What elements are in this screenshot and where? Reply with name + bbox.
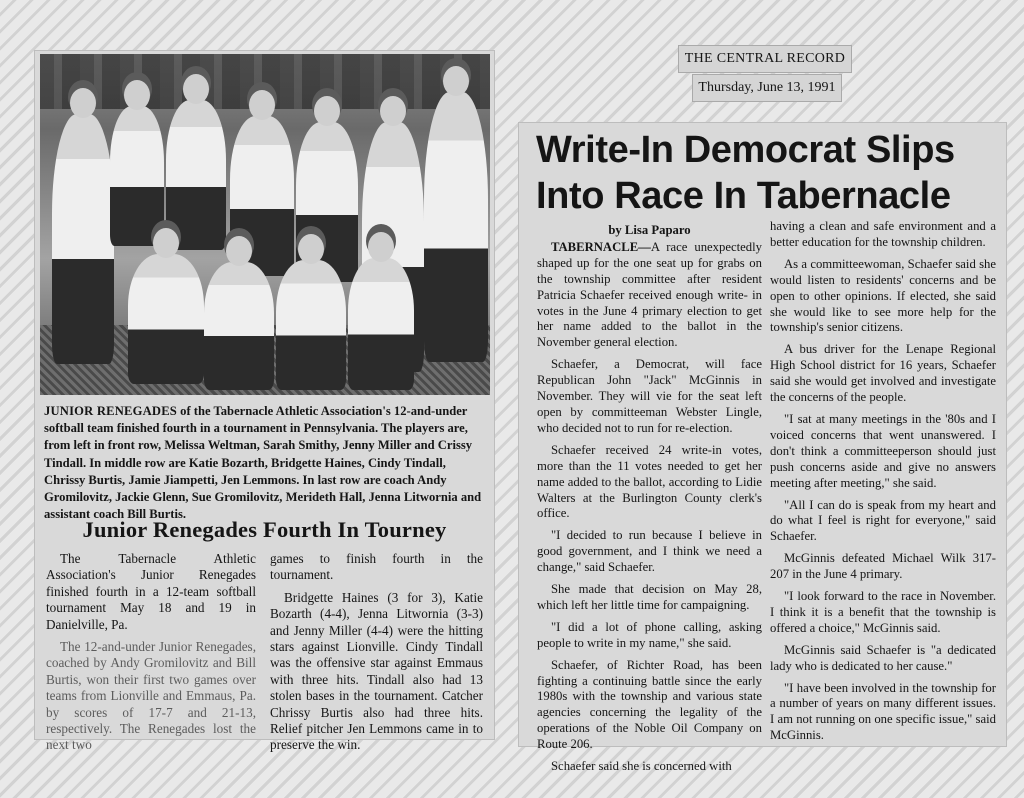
paragraph: Schaefer received 24 write-in votes, more than the 11 votes needed to get her name added to the ballot, according to Lidie Walters at the Burlington County clerk's office. [537,442,762,521]
player-figure [52,114,114,364]
paragraph: "I did a lot of phone calling, asking people to write in my name," she said. [537,619,762,650]
paragraph [537,240,762,351]
paragraph: Schaefer said she is concerned with [551,759,732,774]
player-figure [204,262,274,390]
player-figure [424,92,488,362]
paragraph: A bus driver for the Lenape Regional High School district for 16 years, Schaefer said she would get involved and investigate the concerns of the people. [770,342,996,405]
dateline: TABERNACLE— [551,239,651,254]
player-figure [348,258,414,390]
paragraph: games to finish fourth in the tournament. [270,551,483,583]
softball-column-2 [270,551,483,760]
paragraph: As a committeewoman, Schaefer said she would listen to residents' concerns and be open to other opinions. If elected, she said she would like to see more help for the township's senior citizens. [770,256,996,335]
player-figure [110,106,164,246]
paragraph: "I have been involved in the township for a number of years on many different issues. I am not running on one specific issue," said McGinnis. [770,680,996,743]
paragraph: "All I can do is speak from my heart and do what I feel is right for everyone," said Schaefer. [770,497,996,544]
paragraph: having a clean and safe environment and a better education for the township children. [770,219,996,249]
paragraph-text: A race unexpectedly shaped up for the one seat up for grabs on the township committee after resident Patricia Schaefer received enough write- in votes in the June 4 primary election to get her name added to the ballot in the November general election. [537,239,762,350]
paragraph: Schaefer, of Richter Road, has been fighting a continuing battle since the early 1980s with the township and various state agencies concerning the legality of the operations of the Noble Oil Company on Route 206. [537,657,762,752]
paragraph: Schaefer, a Democrat, will face Republican John "Jack" McGinnis in November. They will vie for the seat left open by committeeman Webster Lingle, who decided not to run for re-election. [537,357,762,435]
newspaper-masthead: THE CENTRAL RECORD [679,46,851,72]
election-headline: Write-In Democrat Slips Into Race In Tabernacle [536,129,955,217]
photo-caption [44,403,484,523]
softball-headline: Junior Renegades Fourth In Tourney [82,517,447,542]
player-figure [166,100,226,250]
team-photo [40,54,490,395]
paragraph: McGinnis said Schaefer is "a dedicated lady who is dedicated to her cause." [770,642,996,673]
softball-clipping [35,51,494,753]
paragraph: The Tabernacle Athletic Association's Junior Renegades finished fourth in a 12-team softball tournament May 18 and 19 in Danielville, Pa. [46,551,256,632]
paragraph: "I sat at many meetings in the '80s and I voiced concerns that went unanswered. I don't think a committeeperson should just push concerns aside and give no answers meeting after meeting," she said. [770,411,996,490]
softball-column-1 [46,551,256,760]
election-clipping [519,123,1006,774]
election-column-2 [770,219,996,750]
election-column-1 [537,223,762,781]
paragraph: "I decided to run because I believe in good government, and I think we need a change," said Schaefer. [537,528,762,575]
paragraph: She made that decision on May 28, which left her little time for campaigning. [537,582,762,612]
player-figure [276,260,346,390]
byline: by Lisa Paparo [608,223,691,237]
paragraph: "I look forward to the race in November. I think it is a benefit that the township is offered a choice," McGinnis said. [770,589,996,635]
paragraph: McGinnis defeated Michael Wilk 317-207 in the June 4 primary. [770,551,996,582]
paragraph: Bridgette Haines (3 for 3), Katie Bozarth (4-4), Jenna Litwornia (3-3) and Jenny Miller (4-4) were the hitting stars against Lionville. Cindy Tindall was the offensive star against Emmaus with three hits. Tindall also had 13 stolen bases in the tournament. Catcher Chrissy Burtis also had three hits. Relief pitcher Jen Lemmons came in to preserve the win. [270,589,483,753]
publication-date: Thursday, June 13, 1991 [693,75,841,101]
player-figure [128,254,204,384]
caption-lead: JUNIOR RENEGADES [44,404,178,418]
caption-text: of the Tabernacle Athletic Association's 12-and-under softball team finished fourth in a tournament in Pennsylvania. The players are, from left in front row, Melissa Weltman, Sarah Smithy, Jenny Miller and Crissy Tindall. In middle row are Katie Bozarth, Bridgette Haines, Cindy Tindall, Chrissy Burtis, Jamie Jiampetti, Jen Lemmons. In last row are coach Andy Gromilovitz, Jackie Glenn, Sue Gromilovitz, Merideth Hall, Jenna Litwornia and assistant coach Bill Burtis. [44,404,482,522]
paragraph: The 12-and-under Junior Renegades, coached by Andy Gromilovitz and Bill Burtis, won their first two games over teams from Lionville and Emmaus, Pa. by scores of 17-7 and 21-13, respectively. The Renegades lost the next two [46,639,256,753]
